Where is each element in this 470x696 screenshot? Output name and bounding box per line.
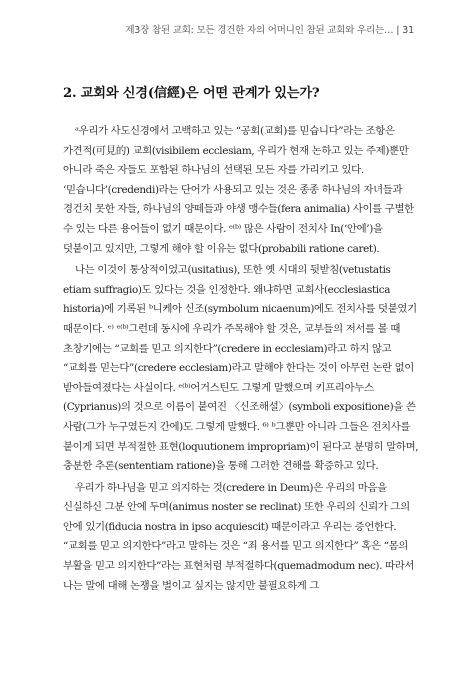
paragraph: ᵃ우리가 사도신경에서 고백하고 있는 “공회(교회)를 믿습니다”라는 조항은 가견적(可見的) 교회(visibilem ecclesiam, 우리가 현재 논하고 있는 주제)뿐만 아니라 죽은 자들도 포함된 하나님의 선택된 모든 자를 가리키고 있다. ‘믿습니다’(credendi)라는 단어가 사용되고 있는 것은 종종 하나님의 자녀들과 경건치 못한 자들, 하나님의 양떼들과 야생 맹수들(fera animalia) 사이를 구별한 수 있는 다른 용어들이 없기 때문이다. ᵉ⁽ᵇ⁾ 많은 사람이 전치사 In(‘안에’)을 덧붙이고 있지만, 그렇게 해야 할 이유는 없다(probabili ratione caret).: [63, 125, 414, 255]
page-number: 31: [402, 25, 414, 36]
header-separator: |: [396, 25, 400, 36]
running-title: 제3장 참된 교회: 모든 경건한 자의 어머니인 참된 교회와 우리는…: [125, 25, 394, 36]
running-header: [125, 22, 414, 36]
section-title: 2. 교회와 신경(信經)은 어떤 관계가 있는가?: [63, 86, 320, 101]
paragraph: 우리가 하나님을 믿고 의지하는 것(credere in Deum)은 우리의 마음을 신실하신 그분 안에 두며(animus noster se reclinat) 또한 우리의 신뢰가 그의 안에 있기(fiducia nostra in ipso acquiescit) 때문이라고 우리는 증언한다. “교회를 믿고 의지한다”라고 말하는 것은 “죄 용서를 믿고 의지한다” 혹은 “몸의 부활을 믿고 의지한다”라는 표현처럼 부적절하다(quemadmodum nec). 따라서 나는 말에 대해 논쟁을 벌이고 싶지는 않지만 불필요하게 그: [63, 481, 415, 592]
paragraph: 나는 이것이 통상적이었고(usitatius), 또한 옛 시대의 뒷받침(vetustatis etiam suffragio)도 있다는 것을 인정한다. 왜냐하면 교회사(ecclesiastica historia)에 기록된 ᵇ니케아 신조(symbolum nicaenum)에도 전치사를 덧붙였기 때문이다. ᵉ⁾ ᵉ⁽ᵇ⁾그런데 동시에 우리가 주목해야 할 것은, 교부들의 저서를 볼 때 초창기에는 “교회를 믿고 의지한다”(credere in ecclesiam)라고 하지 않고 “교회를 믿는다”(credere ecclesiam)라고 말해야 한다는 것이 아무런 논란 없이 받아들여졌다는 사실이다. ᵉ⁽ᵇ⁾어거스틴도 그렇게 말했으며 키프리아누스(Cyprianus)의 것으로 이름이 붙여진 〈신조해설〉(symboli expositione)을 쓴 사람(그가 누구였든지 간에)도 그렇게 말했다. ⁶⁾ ᵇ그뿐만 아니라 그들은 전치사를 붙이게 되면 부적절한 표현(loquutionem impropriam)이 된다고 분명히 말하며, 충분한 추론(sententiam ratione)을 통해 그러한 견해를 확증하고 있다.: [63, 264, 419, 473]
body-text: [63, 122, 420, 596]
